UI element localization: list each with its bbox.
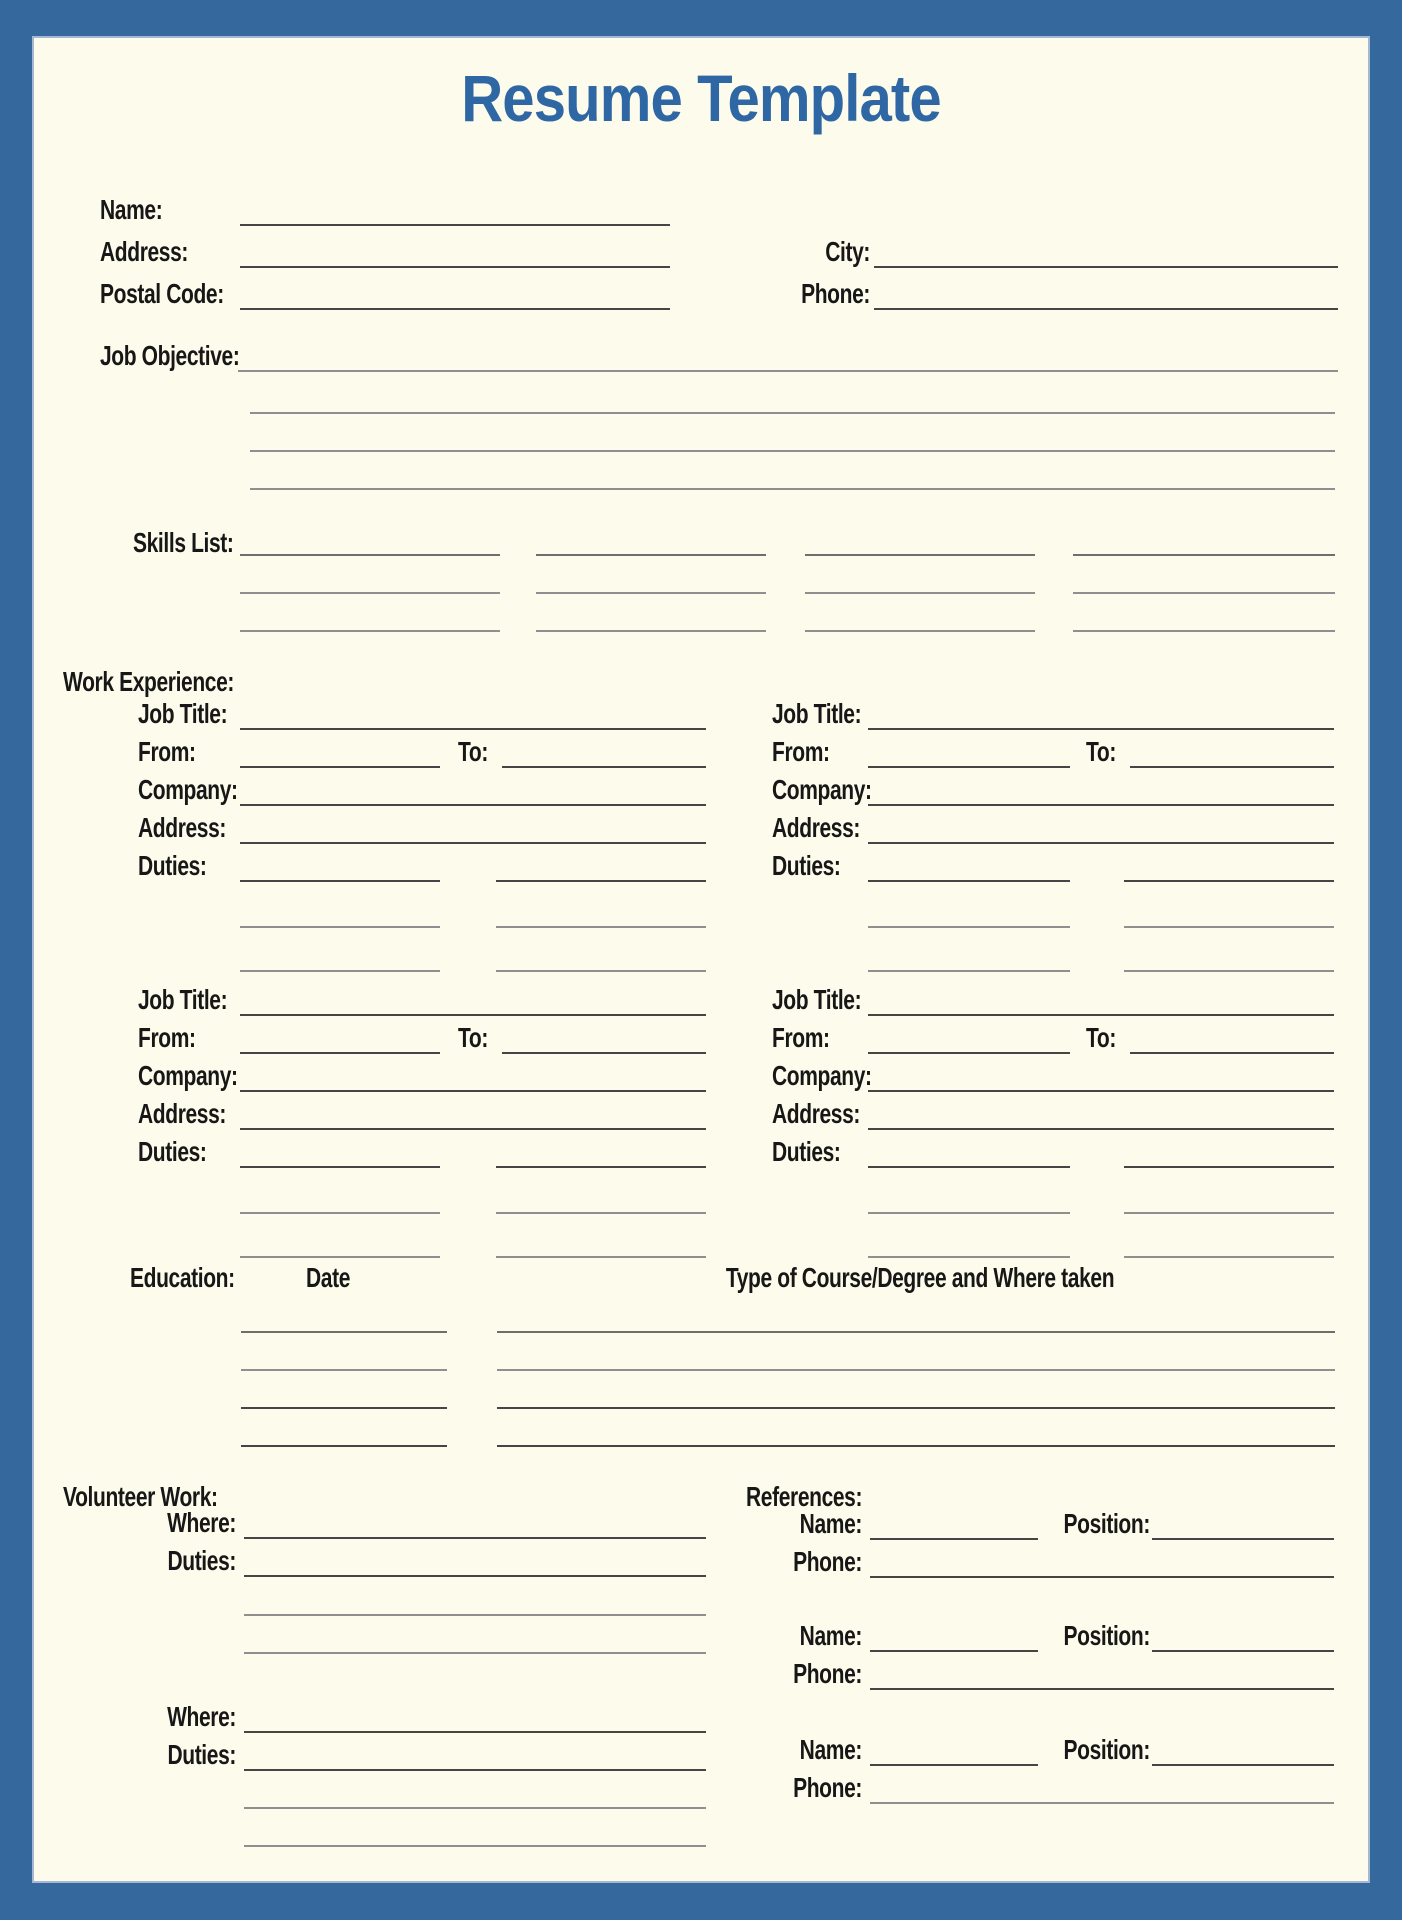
duties-line[interactable] <box>240 970 440 972</box>
duties-line[interactable] <box>496 1212 706 1214</box>
education-date-line[interactable] <box>241 1407 447 1409</box>
volunteer-duties-line[interactable] <box>244 1807 706 1809</box>
job-address-label: Address: <box>138 812 227 843</box>
from-label: From: <box>138 736 196 767</box>
to-line[interactable] <box>502 1052 706 1054</box>
duties-line[interactable] <box>1124 880 1334 882</box>
job-address-line[interactable] <box>868 842 1334 844</box>
education-label: Education: <box>130 1262 235 1293</box>
education-course-line[interactable] <box>497 1445 1335 1447</box>
work-experience-label: Work Experience: <box>63 666 235 697</box>
skills-line[interactable] <box>240 592 500 594</box>
to-label: To: <box>1086 736 1116 767</box>
education-course-line[interactable] <box>497 1331 1335 1333</box>
duties-line[interactable] <box>496 926 706 928</box>
duties-label: Duties: <box>772 1136 841 1167</box>
volunteer-duties-line[interactable] <box>244 1652 706 1654</box>
volunteer-duties-line[interactable] <box>244 1614 706 1616</box>
skills-line[interactable] <box>536 630 766 632</box>
duties-label: Duties: <box>138 850 207 881</box>
education-date-line[interactable] <box>241 1331 447 1333</box>
job-title-label: Job Title: <box>772 698 862 729</box>
duties-line[interactable] <box>240 1256 440 1258</box>
education-course-line[interactable] <box>497 1407 1335 1409</box>
reference-phone-label: Phone: <box>793 1772 862 1803</box>
job-objective-line[interactable] <box>250 450 1335 452</box>
skills-line[interactable] <box>536 592 766 594</box>
skills-line[interactable] <box>805 630 1035 632</box>
duties-line[interactable] <box>1124 1212 1334 1214</box>
reference-position-label: Position: <box>1063 1620 1150 1651</box>
skills-line[interactable] <box>1073 592 1335 594</box>
phone-label: Phone: <box>801 278 870 309</box>
company-line[interactable] <box>868 804 1334 806</box>
where-label: Where: <box>167 1507 236 1538</box>
job-objective-line[interactable] <box>238 370 1338 372</box>
duties-line[interactable] <box>240 1212 440 1214</box>
job-title-line[interactable] <box>240 728 706 730</box>
city-label: City: <box>825 236 870 267</box>
phone-line[interactable] <box>874 308 1338 310</box>
skills-line[interactable] <box>240 554 500 556</box>
reference-name-label: Name: <box>799 1734 862 1765</box>
duties-line[interactable] <box>1124 1166 1334 1168</box>
from-line[interactable] <box>240 766 440 768</box>
to-label: To: <box>458 736 488 767</box>
job-address-label: Address: <box>772 1098 861 1129</box>
reference-name-line[interactable] <box>870 1538 1038 1540</box>
resume-sheet <box>32 36 1370 1883</box>
skills-line[interactable] <box>1073 554 1335 556</box>
duties-line[interactable] <box>1124 926 1334 928</box>
duties-line[interactable] <box>496 1166 706 1168</box>
city-line[interactable] <box>874 266 1338 268</box>
duties-line[interactable] <box>1124 970 1334 972</box>
reference-phone-label: Phone: <box>793 1546 862 1577</box>
reference-phone-line[interactable] <box>870 1576 1334 1578</box>
job-title-line[interactable] <box>868 1014 1334 1016</box>
to-label: To: <box>458 1022 488 1053</box>
reference-position-line[interactable] <box>1152 1650 1334 1652</box>
skills-line[interactable] <box>805 592 1035 594</box>
to-line[interactable] <box>1130 766 1334 768</box>
company-line[interactable] <box>240 804 706 806</box>
education-date-line[interactable] <box>241 1445 447 1447</box>
company-label: Company: <box>772 1060 872 1091</box>
volunteer-duties-line[interactable] <box>244 1769 706 1771</box>
company-line[interactable] <box>868 1090 1334 1092</box>
duties-line[interactable] <box>496 1256 706 1258</box>
duties-line[interactable] <box>240 1166 440 1168</box>
job-address-label: Address: <box>772 812 861 843</box>
company-line[interactable] <box>240 1090 706 1092</box>
reference-position-line[interactable] <box>1152 1764 1334 1766</box>
reference-position-label: Position: <box>1063 1734 1150 1765</box>
where-line[interactable] <box>244 1537 706 1539</box>
duties-line[interactable] <box>868 970 1070 972</box>
education-course-header: Type of Course/Degree and Where taken <box>725 1262 1115 1293</box>
reference-name-label: Name: <box>799 1620 862 1651</box>
volunteer-duties-label: Duties: <box>167 1545 236 1576</box>
job-title-label: Job Title: <box>138 698 228 729</box>
company-label: Company: <box>138 1060 238 1091</box>
address-line[interactable] <box>240 266 670 268</box>
job-objective-label: Job Objective: <box>100 340 240 371</box>
skills-line[interactable] <box>1073 630 1335 632</box>
reference-phone-line[interactable] <box>870 1802 1334 1804</box>
from-line[interactable] <box>240 1052 440 1054</box>
skills-line[interactable] <box>536 554 766 556</box>
company-label: Company: <box>772 774 872 805</box>
education-date-line[interactable] <box>241 1369 447 1371</box>
name-line[interactable] <box>240 224 670 226</box>
reference-name-line[interactable] <box>870 1764 1038 1766</box>
duties-line[interactable] <box>868 1166 1070 1168</box>
where-label: Where: <box>167 1701 236 1732</box>
job-address-line[interactable] <box>240 1128 706 1130</box>
job-title-line[interactable] <box>868 728 1334 730</box>
page-title: Resume Template <box>461 61 941 135</box>
duties-line[interactable] <box>240 880 440 882</box>
from-line[interactable] <box>868 1052 1070 1054</box>
duties-line[interactable] <box>496 880 706 882</box>
reference-phone-line[interactable] <box>870 1688 1334 1690</box>
to-line[interactable] <box>502 766 706 768</box>
skills-line[interactable] <box>805 554 1035 556</box>
education-date-header: Date <box>306 1262 351 1293</box>
job-title-line[interactable] <box>240 1014 706 1016</box>
skills-list-label: Skills List: <box>133 527 234 558</box>
job-address-line[interactable] <box>868 1128 1334 1130</box>
duties-line[interactable] <box>868 880 1070 882</box>
address-label: Address: <box>100 236 189 267</box>
reference-position-line[interactable] <box>1152 1538 1334 1540</box>
education-course-line[interactable] <box>497 1369 1335 1371</box>
job-title-label: Job Title: <box>138 984 228 1015</box>
to-label: To: <box>1086 1022 1116 1053</box>
name-label: Name: <box>100 194 163 225</box>
volunteer-duties-line[interactable] <box>244 1845 706 1847</box>
job-address-line[interactable] <box>240 842 706 844</box>
duties-line[interactable] <box>496 970 706 972</box>
from-label: From: <box>772 736 830 767</box>
where-line[interactable] <box>244 1731 706 1733</box>
job-address-label: Address: <box>138 1098 227 1129</box>
duties-line[interactable] <box>868 926 1070 928</box>
postal-code-line[interactable] <box>240 308 670 310</box>
reference-position-label: Position: <box>1063 1508 1150 1539</box>
job-title-label: Job Title: <box>772 984 862 1015</box>
company-label: Company: <box>138 774 238 805</box>
duties-line[interactable] <box>868 1212 1070 1214</box>
duties-line[interactable] <box>240 926 440 928</box>
volunteer-duties-line[interactable] <box>244 1575 706 1577</box>
volunteer-duties-label: Duties: <box>167 1739 236 1770</box>
duties-line[interactable] <box>868 1256 1070 1258</box>
duties-line[interactable] <box>1124 1256 1334 1258</box>
from-line[interactable] <box>868 766 1070 768</box>
reference-name-label: Name: <box>799 1508 862 1539</box>
from-label: From: <box>138 1022 196 1053</box>
skills-line[interactable] <box>240 630 500 632</box>
duties-label: Duties: <box>138 1136 207 1167</box>
duties-label: Duties: <box>772 850 841 881</box>
job-objective-line[interactable] <box>250 488 1335 490</box>
references-label: References: <box>746 1481 863 1512</box>
job-objective-line[interactable] <box>250 412 1335 414</box>
to-line[interactable] <box>1130 1052 1334 1054</box>
from-label: From: <box>772 1022 830 1053</box>
volunteer-work-label: Volunteer Work: <box>63 1481 218 1512</box>
reference-name-line[interactable] <box>870 1650 1038 1652</box>
postal-code-label: Postal Code: <box>100 278 224 309</box>
reference-phone-label: Phone: <box>793 1658 862 1689</box>
